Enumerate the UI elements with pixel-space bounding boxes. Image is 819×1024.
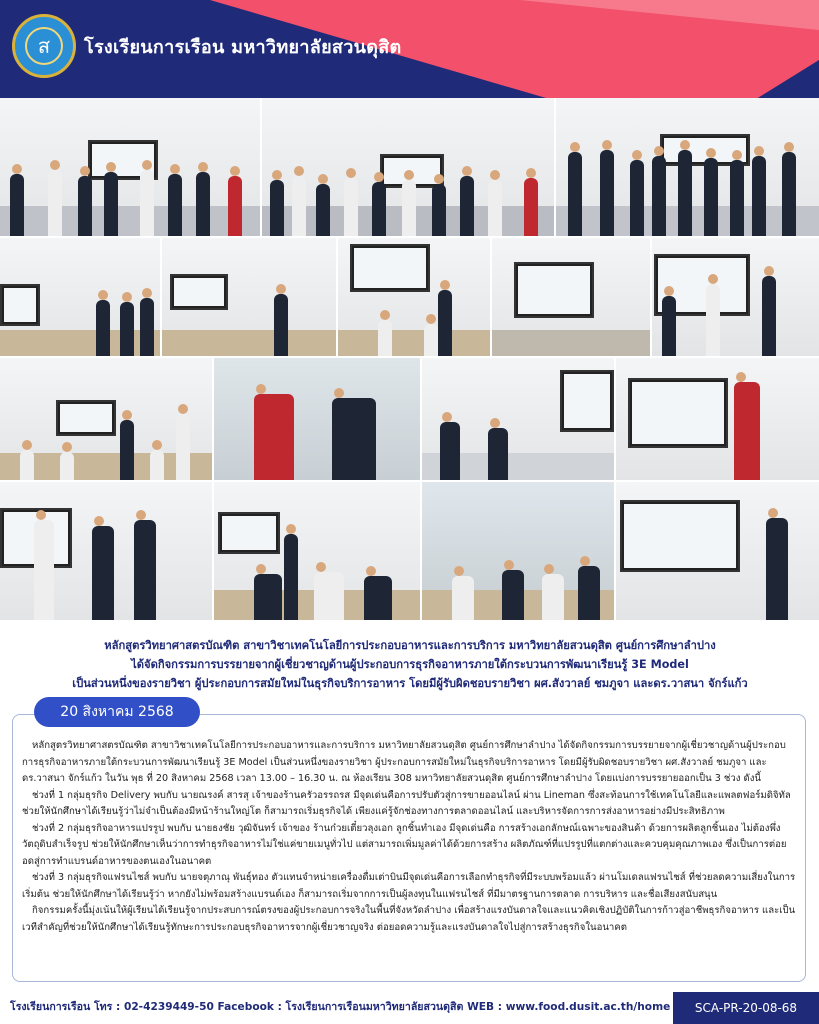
photo-classroom-1 (0, 238, 160, 356)
photo-group-3 (556, 98, 819, 236)
logo-emblem: ส (25, 27, 63, 65)
paragraph-conclusion: กิจกรรมครั้งนี้มุ่งเน้นให้ผู้เรียนได้เรียนรู้จากประสบการณ์ตรงของผู้ประกอบการจริงในพื้นที่จังหวัดลำปาง เพื่อสร้างแรงบันดาลใจและแนวคิดเชิงปฏิบัติในการก้าวสู่อาชีพธุรกิจอาหาร และเป็นเวทีสำคัญที่ช่วยให้นักศึกษาได้เรียนรู้ทักษะการประกอบธุรกิจอาหารจากผู้เชี่ยวชาญจริง ต่อยอดความรู้และแรงบันดาลใจไปสู่การสร้างธุรกิจในอนาคต (22, 905, 796, 933)
header-banner (0, 0, 819, 98)
photo-classroom-4 (492, 238, 650, 356)
footer (0, 992, 819, 1024)
article-body (22, 738, 796, 936)
paragraph-session-2: ช่วงที่ 2 กลุ่มธุรกิจอาหารแปรรูป พบกับ นายธงชัย วุฒิจันทร์ เจ้าของ ร้านก๋วยเตี๋ยวลุงเอก ลูกชิ้นทำเอง มีจุดเด่นคือ การสร้างเอกลักษณ์เฉพาะของสินค้า ด้วยการผลิตลูกชิ้นเอง ไม่ต้องพึ่งวัตถุดิบสำเร็จรูป ช่วยให้นักศึกษาเห็นว่าการทำธุรกิจอาหารไม่ใช่แค่ขายเมนูทั่วไป แต่สามารถเพิ่มมูลค่าได้ด้วยการสร้าง ผลิตภัณฑ์ที่แปรรูปที่แตกต่างและควบคุมคุณภาพเอง ซึ่งเป็นการต่อยอดสู่การทำแบรนด์อาหารของตนเองในอนาคต (22, 822, 787, 867)
footer-contact: โรงเรียนการเรือน โทร : 02-4239449-50 Facebook : โรงเรียนการเรือนมหาวิทยาลัยสวนดุสิต WEB : www.food.dusit.ac.th/home (10, 1001, 671, 1013)
university-logo-icon (12, 14, 76, 78)
school-name: โรงเรียนการเรือน มหาวิทยาลัยสวนดุสิต (84, 37, 402, 58)
photo-group-1 (0, 98, 260, 236)
title-line-1: หลักสูตรวิทยาศาสตรบัณฑิต สาขาวิชาเทคโนโลยีการประกอบอาหารและการบริการ มหาวิทยาลัยสวนดุสิต ศูนย์การศึกษาลำปาง (104, 639, 716, 652)
paragraph-session-1: ช่วงที่ 1 กลุ่มธุรกิจ Delivery พบกับ นายณรงค์ สารสุ เจ้าของร้านครัวอรรถรส มีจุดเด่นคือการปรับตัวสู่การขายออนไลน์ ผ่าน Lineman ซึ่งสะท้อนการใช้เทคโนโลยีและแพลตฟอร์มดิจิทัล (32, 789, 791, 801)
photo-presenter-red (616, 358, 819, 480)
article-title (40, 636, 780, 693)
photo-classroom-2 (162, 238, 336, 356)
paragraph-intro: หลักสูตรวิทยาศาสตรบัณฑิต สาขาวิชาเทคโนโลยีการประกอบอาหารและการบริการ มหาวิทยาลัยสวนดุสิต ศูนย์การศึกษาลำปาง ได้จัดกิจกรรมการบรรยายจากผู้เชี่ยวชาญด้านผู้ประกอบการธุรกิจอาหารภายใต้กระบวนการพัฒนาเรียนรู้ 3E Model เป็นส่วนหนึ่งของรายวิชา ผู้ประกอบการสมัยใหม่ในธุรกิจบริการอาหาร โดยมีผู้รับผิดชอบรายวิชา ผศ.สังวาลย์ ชมภูจา และดร.วาสนา จักร์แก้ว ในวัน พุธ ที่ 20 สิงหาคม 2568 เวลา 13.00 – 16.30 น. ณ ห้องเรียน 308 มหาวิทยาลัยสวนดุสิต ศูนย์การศึกษาลำปาง โดยแบ่งการบรรยายออกเป็น 3 ช่วง ดังนี้ (22, 740, 786, 784)
photo-speaker-audience (214, 482, 420, 620)
paragraph-session-1-cont: ช่วยให้นักศึกษาได้เรียนรู้ว่าไม่จำเป็นต้องมีหน้าร้านใหญ่โต ก็สามารถเริ่มธุรกิจได้ เพียงแค่รู้จักช่องทางการตลาดออนไลน์ และบริหารจัดการการส่งอาหารอย่างมีประสิทธิภาพ (22, 806, 725, 817)
photo-classroom-5 (0, 358, 212, 480)
photo-students-seated (422, 358, 614, 480)
photo-classroom-wide (422, 482, 614, 620)
title-line-2: ได้จัดกิจกรรมการบรรยายจากผู้เชี่ยวชาญด้านผู้ประกอบการธุรกิจอาหารภายใต้กระบวนการพัฒนาเรียนรู้ 3E Model (131, 658, 689, 671)
photo-speaker-taobin (652, 238, 819, 356)
photo-classroom-3 (338, 238, 490, 356)
date-badge: 20 สิงหาคม 2568 (34, 697, 200, 727)
photo-taobin-speakers (0, 482, 212, 620)
title-line-3: เป็นส่วนหนึ่งของรายวิชา ผู้ประกอบการสมัยใหม่ในธุรกิจบริการอาหาร โดยมีผู้รับผิดชอบรายวิชา ผศ.สังวาลย์ ชมภูจา และดร.วาสนา จักร์แก้ว (72, 677, 748, 690)
document-code: SCA-PR-20-08-68 (673, 992, 819, 1024)
photo-collage (0, 98, 819, 620)
photo-taobin-presenter (616, 482, 819, 620)
photo-group-2 (262, 98, 554, 236)
photo-lecturers (214, 358, 420, 480)
paragraph-session-3: ช่วงที่ 3 กลุ่มธุรกิจแฟรนไชส์ พบกับ นายจตุภาณุ พันธุ์ทอง ตัวแทนจำหน่ายเครื่องดื่มเต่าบินมีจุดเด่นคือการเลือกทำธุรกิจที่มีระบบพร้อมแล้ว ผ่านโมเดลแฟรนไชส์ ที่ช่วยลดความเสี่ยงในการเริ่มต้น ช่วยให้นักศึกษาได้เรียนรู้ว่า หากยังไม่พร้อมสร้างแบรนด์เอง ก็สามารถเริ่มจากการเป็นผู้ลงทุนในแฟรนไชส์ ที่มีมาตรฐานการตลาด การบริหาร และชื่อเสียงสนับสนุน (22, 872, 796, 900)
